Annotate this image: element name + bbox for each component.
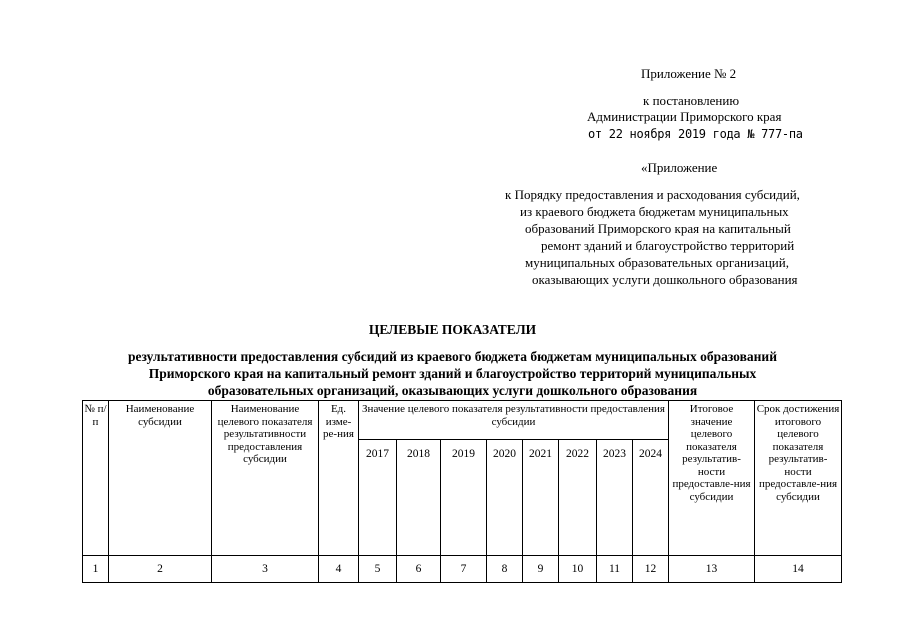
appendix-ref-line: ремонт зданий и благоустройство территорий <box>541 238 795 253</box>
column-number-cell: 13 <box>669 556 755 583</box>
column-number-cell: 7 <box>441 556 487 583</box>
appendix-ref-line: муниципальных образовательных организаций, <box>525 255 789 270</box>
column-number-cell: 5 <box>359 556 397 583</box>
column-number-cell: 9 <box>523 556 559 583</box>
header-cell-deadline: Срок достижения итогового целевого показателя результатив-ности предоставле-ния субсидии <box>755 401 842 556</box>
indicators-table <box>82 400 842 583</box>
header-cell-indicator-name: Наименование целевого показателя результативности предоставления субсидии <box>212 401 319 556</box>
appendix-ref-line: оказывающих услуги дошкольного образования <box>532 272 798 287</box>
appendix-ref-line: к Порядку предоставления и расходования субсидий, <box>505 187 800 202</box>
column-number-cell: 10 <box>559 556 597 583</box>
column-number-cell: 3 <box>212 556 319 583</box>
column-number-cell: 6 <box>397 556 441 583</box>
resolution-date-number: от 22 ноября 2019 года № 777-па <box>588 127 803 141</box>
year-cell: 2024 <box>633 440 669 556</box>
appendix-ref-line: из краевого бюджета бюджетам муниципальных <box>520 204 789 219</box>
appendix-number: Приложение № 2 <box>641 66 737 81</box>
header-cell-final-value: Итоговое значение целевого показателя результатив-ности предоставле-ния субсидии <box>669 401 755 556</box>
table-header-row <box>83 401 842 440</box>
header-cell-subsidy-name: Наименование субсидии <box>109 401 212 556</box>
column-number-cell: 12 <box>633 556 669 583</box>
header-cell-unit: Ед. изме-ре-ния <box>319 401 359 556</box>
year-cell: 2018 <box>397 440 441 556</box>
year-cell: 2023 <box>597 440 633 556</box>
appendix-ref-line: образований Приморского края на капитальный <box>525 221 791 236</box>
year-cell: 2020 <box>487 440 523 556</box>
column-number-cell: 11 <box>597 556 633 583</box>
document-heading: ЦЕЛЕВЫЕ ПОКАЗАТЕЛИ <box>368 322 537 337</box>
administration-name: Администрации Приморского края <box>587 109 782 124</box>
year-cell: 2022 <box>559 440 597 556</box>
resolution-reference: к постановлению <box>643 93 740 108</box>
document-subtitle-line: Приморского края на капитальный ремонт зданий и благоустройство территорий муниципальных <box>148 366 757 381</box>
column-number-cell: 8 <box>487 556 523 583</box>
column-number-cell: 1 <box>83 556 109 583</box>
table-column-numbers-row <box>83 556 842 583</box>
header-cell-indicator-values: Значение целевого показателя результативности предоставления субсидии <box>359 401 669 440</box>
column-number-cell: 2 <box>109 556 212 583</box>
year-cell: 2019 <box>441 440 487 556</box>
document-subtitle-line: образовательных организаций, оказывающих услуги дошкольного образования <box>207 383 698 398</box>
header-cell-number: № п/п <box>83 401 109 556</box>
year-cell: 2021 <box>523 440 559 556</box>
document-subtitle-line: результативности предоставления субсидий из краевого бюджета бюджетам муниципальных образований <box>128 349 777 364</box>
appendix-opening: «Приложение <box>641 160 718 175</box>
column-number-cell: 4 <box>319 556 359 583</box>
year-cell: 2017 <box>359 440 397 556</box>
column-number-cell: 14 <box>755 556 842 583</box>
